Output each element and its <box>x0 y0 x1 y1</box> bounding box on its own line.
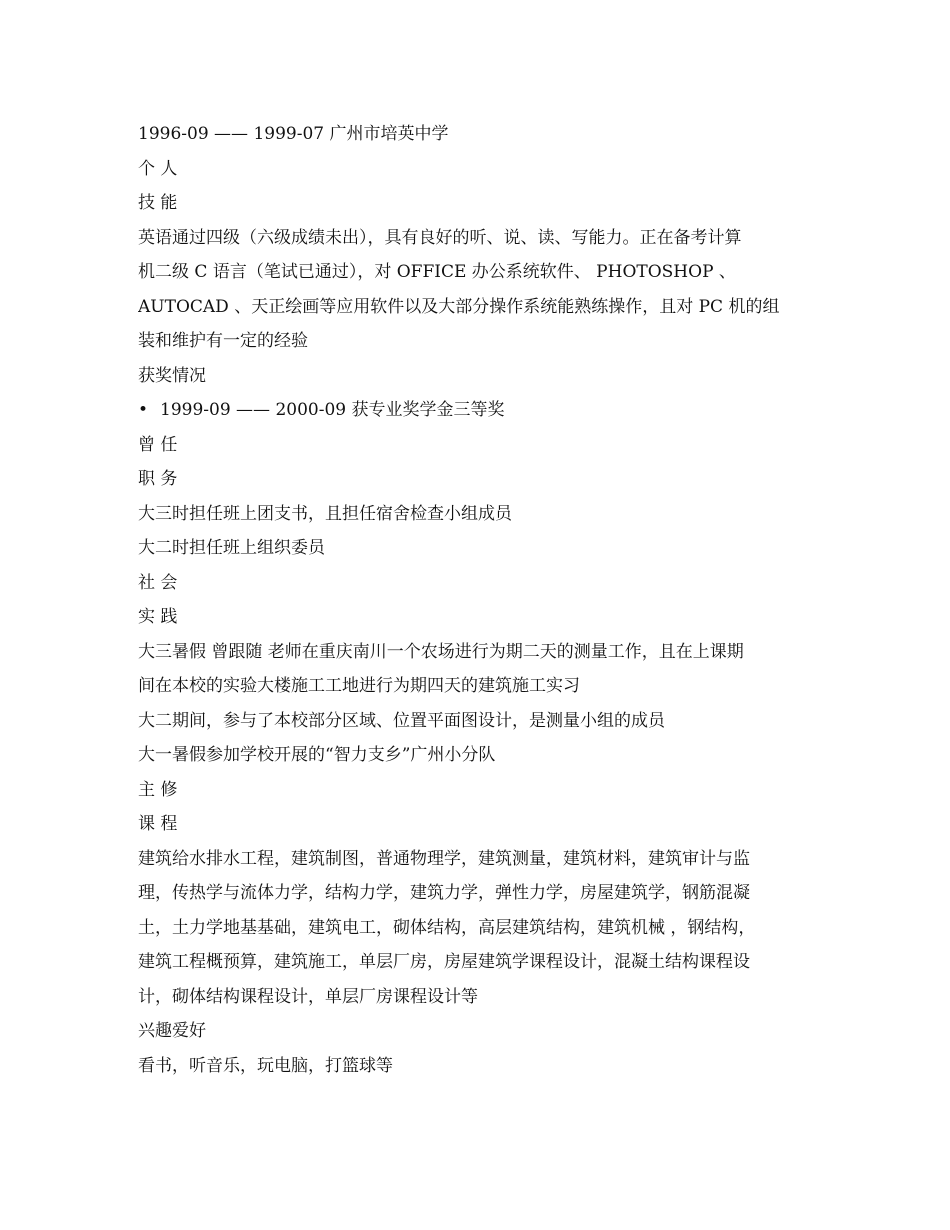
position-item: 大二时担任班上组织委员 <box>138 538 325 558</box>
practice-text-line: 大三暑假 曾跟随 老师在重庆南川一个农场进行为期二天的测量工作，且在上课期 <box>138 641 744 662</box>
hobbies-heading: 兴趣爱好 <box>138 1021 206 1041</box>
skills-text-line: AUTOCAD 、天正绘画等应用软件以及大部分操作系统能熟练操作，且对 PC 机的组 <box>138 296 780 317</box>
awards-heading: 获奖情况 <box>138 365 206 386</box>
practice-heading-part-2: 实 践 <box>138 607 178 627</box>
position-item: 大三时担任班上团支书，且担任宿舍检查小组成员 <box>138 503 512 524</box>
practice-heading-part-1: 社 会 <box>138 572 178 593</box>
positions-heading-part-2: 职 务 <box>138 469 178 489</box>
skills-heading-part-2: 技 能 <box>138 193 178 213</box>
skills-heading-part-1: 个 人 <box>138 158 178 179</box>
skills-text-line: 机二级 C 语言（笔试已通过），对 OFFICE 办公系统软件、 PHOTOSHOP 、 <box>138 262 736 282</box>
courses-heading-part-1: 主 修 <box>138 779 178 800</box>
courses-text-line: 计，砌体结构课程设计，单层厂房课程设计等 <box>138 986 478 1007</box>
courses-text-line: 建筑给水排水工程，建筑制图，普通物理学，建筑测量，建筑材料，建筑审计与监 <box>138 848 750 869</box>
courses-heading-part-2: 课 程 <box>138 814 178 834</box>
positions-heading-part-1: 曾 任 <box>138 434 178 455</box>
award-item-text: 1999-09 —— 2000-09 获专业奖学金三等奖 <box>160 400 505 420</box>
courses-text-line: 土，土力学地基基础，建筑电工，砌体结构，高层建筑结构，建筑机械 ，钢结构， <box>138 917 756 938</box>
skills-text-line: 装和维护有一定的经验 <box>138 331 308 351</box>
bullet-icon: • <box>138 400 149 420</box>
resume-document <box>138 117 828 1083</box>
education-middle-school: 1996-09 —— 1999-07 广州市培英中学 <box>138 124 449 144</box>
practice-text-line: 大二期间，参与了本校部分区域、位置平面图设计，是测量小组的成员 <box>138 710 665 731</box>
courses-text-line: 理，传热学与流体力学，结构力学，建筑力学，弹性力学，房屋建筑学，钢筋混凝 <box>138 883 750 903</box>
courses-text-line: 建筑工程概预算，建筑施工，单层厂房，房屋建筑学课程设计，混凝土结构课程设 <box>138 952 750 972</box>
skills-text-line: 英语通过四级（六级成绩未出），具有良好的听、说、读、写能力。正在备考计算 <box>138 227 742 248</box>
award-item <box>138 393 828 428</box>
practice-text-line: 大一暑假参加学校开展的“智力支乡”广州小分队 <box>138 745 496 765</box>
hobbies-text: 看书，听音乐，玩电脑，打篮球等 <box>138 1055 393 1076</box>
practice-text-line: 间在本校的实验大楼施工工地进行为期四天的建筑施工实习 <box>138 676 580 696</box>
